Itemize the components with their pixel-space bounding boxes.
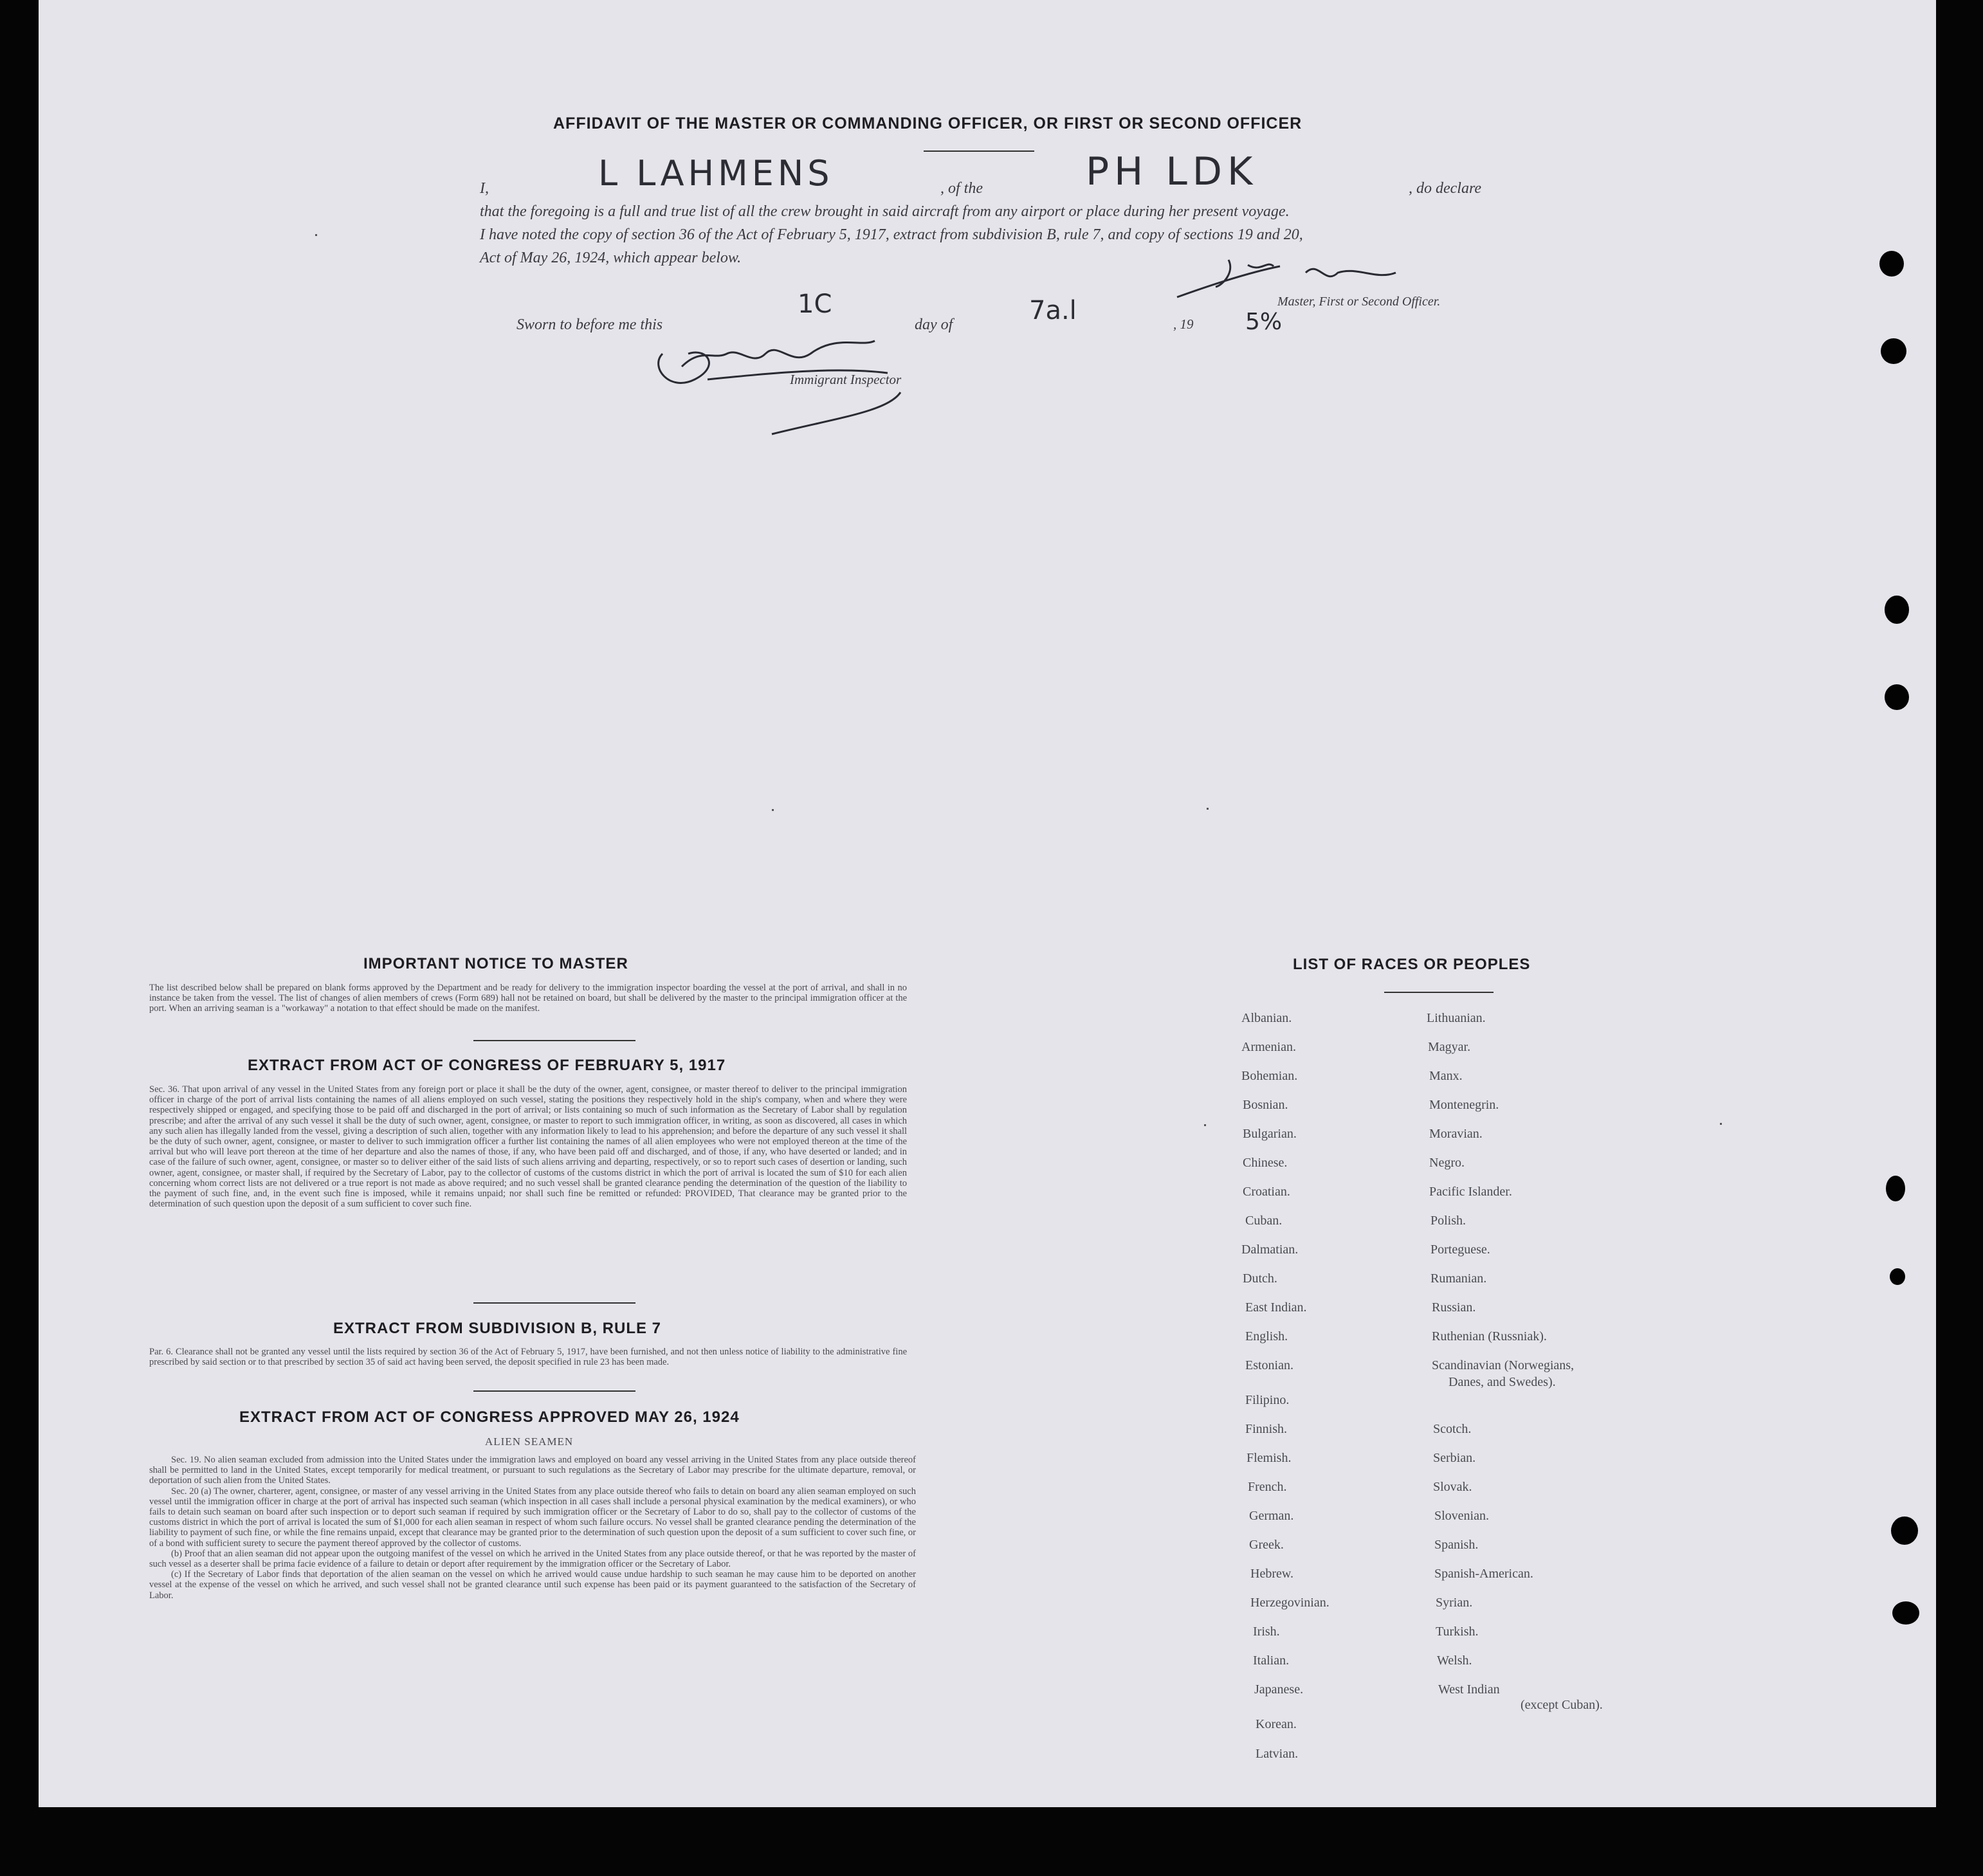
race-item: Rumanian. [1430,1271,1487,1286]
sworn-label: Sworn to before me this [516,316,663,333]
day-of-label: day of [915,316,953,333]
punch-hole [1890,1268,1905,1285]
inspector-label: Immigrant Inspector [790,372,902,387]
race-item: Bosnian. [1243,1098,1288,1112]
year-prefix: , 19 [1173,316,1194,332]
race-item: Lithuanian. [1427,1011,1486,1025]
of-the-label: , of the [940,180,983,197]
affidavit-line-3: I have noted the copy of section 36 of the Act of February 5, 1917, extract from subdivision B, rule 7, and copy of sections 19 and 20, [480,226,1303,243]
race-item: Scandinavian (Norwegians, [1432,1358,1575,1372]
punch-hole [1891,1516,1918,1545]
race-item: Dutch. [1243,1271,1277,1286]
race-item: Danes, and Swedes). [1448,1375,1556,1389]
race-item: Croatian. [1243,1185,1290,1199]
race-item: Herzegovinian. [1250,1596,1330,1610]
race-item: Estonian. [1245,1358,1293,1372]
race-item: Moravian. [1429,1127,1483,1141]
punch-hole [1879,251,1904,277]
race-item: Finnish. [1245,1422,1288,1436]
race-item: Hebrew. [1250,1567,1294,1581]
extract-1924-title: EXTRACT FROM ACT OF CONGRESS APPROVED MAY 26, 1924 [239,1408,740,1426]
title-rule [924,150,1034,152]
race-item: Russian. [1432,1300,1476,1315]
race-item: Greek. [1249,1538,1284,1552]
punch-hole [1885,596,1909,624]
race-item: Slovenian. [1434,1509,1489,1523]
race-item: Manx. [1429,1069,1463,1083]
extract-1924-body [149,1455,916,1601]
race-item: (except Cuban). [1521,1698,1603,1712]
sec-20c-text: (c) If the Secretary of Labor finds that deportation of the alien seaman on the vessel on which he arrived would cause undue hardship to such seaman he may cause him to be deported on another vessel at the expense of the vessel on which he arrived, and such vessel shall not be granted clearance until such expense has been paid or its payment guaranteed to the satisfaction of the Secretary of Labor. [149,1569,916,1601]
sec-20b-text: (b) Proof that an alien seaman did not appear upon the outgoing manifest of the vessel on which he arrived in the United States from any place outside thereof, or that he was reported by the master of such vessel as a deserter shall be prima facie evidence of a failure to detain or deport after requirement by the immigration officer or the Secretary of Labor. [149,1548,916,1570]
race-item: West Indian [1438,1682,1500,1697]
race-item: Albanian. [1241,1011,1292,1025]
race-item: Italian. [1253,1653,1290,1668]
punch-hole [1885,684,1909,710]
affidavit-line-4: Act of May 26, 1924, which appear below. [480,250,742,266]
handwritten-month: 7a.l [1029,296,1077,325]
i-label: I, [480,180,489,197]
document-page [39,0,1936,1807]
affidavit-title: AFFIDAVIT OF THE MASTER OR COMMANDING OFFICER, OR FIRST OR SECOND OFFICER [553,114,1302,132]
race-item: English. [1245,1329,1288,1343]
race-item: Spanish. [1434,1538,1479,1552]
sec-19-text: Sec. 19. No alien seaman excluded from admission into the United States under the immigration laws and employed on board any vessel arriving in the United States from any place outside thereof shall be permitted to land in the United States, except temporarily for medical treatment, or pursuant to such regulations as the Secretary of Labor may prescribe for the ultimate departure, removal, or deportation of such alien from the United States. [149,1455,916,1486]
alien-seamen-subtitle: ALIEN SEAMEN [485,1435,574,1448]
race-item: Slovak. [1433,1480,1472,1494]
notice-body: The list described below shall be prepared on blank forms approved by the Department and be ready for delivery to the immigration inspector boarding the vessel at the port of arrival, and shall in no instance be taken from the vessel. The list of changes of alien members of crews (Form 689) hall not be retained on board, but shall be delivered by the master to the principal immigration officer at the port. When an arriving seaman is a "workaway" a notation to that effect should be made on the manifest. [149,983,907,1014]
do-declare-label: , do declare [1409,180,1482,197]
race-item: German. [1249,1509,1294,1523]
race-item: Turkish. [1436,1625,1479,1639]
race-item: Armenian. [1241,1040,1296,1054]
race-item: Bohemian. [1241,1069,1298,1083]
race-item: Korean. [1256,1717,1297,1731]
race-item: Flemish. [1247,1451,1292,1465]
extract-1917-rule [473,1302,635,1304]
race-item: Chinese. [1243,1156,1288,1170]
race-item: Irish. [1253,1625,1280,1639]
race-item: Negro. [1429,1156,1465,1170]
race-item: Dalmatian. [1241,1243,1299,1257]
race-item: Magyar. [1428,1040,1471,1054]
handwritten-name: L LAHMENS [598,153,834,194]
race-item: Porteguese. [1430,1243,1490,1257]
race-item: East Indian. [1245,1300,1307,1315]
subdivision-b-rule [473,1390,635,1392]
races-rule [1384,992,1494,993]
race-item: Ruthenian (Russniak). [1432,1329,1547,1343]
race-item: Welsh. [1437,1653,1472,1668]
race-item: French. [1248,1480,1287,1494]
subdivision-b-body: Par. 6. Clearance shall not be granted any vessel until the lists required by section 36 of the Act of February 5, 1917, have been furnished, and not then unless notice of liability to the administrative fine prescribed by said section or to that prescribed by section 35 of said act having been served, the deposit specified in rule 23 has been made. [149,1347,907,1368]
handwritten-aircraft: PH LDK [1086,149,1258,194]
race-item: Spanish-American. [1434,1567,1533,1581]
punch-hole [1892,1601,1919,1625]
race-item: Scotch. [1433,1422,1472,1436]
notice-title: IMPORTANT NOTICE TO MASTER [363,955,628,972]
sec-20a-text: Sec. 20 (a) The owner, charterer, agent, consignee, or master of any vessel arriving in the United States from any place outside thereof who fails to detain on board any alien seaman employed on such vessel until the immigration officer in charge at the port of arrival has inspected such seaman (which inspection in all cases shall include a personal physical examination by the medical examiners), or who fails to detain such seaman on board after such inspection or to deport such seaman if required by such immigration officer or the Secretary of Labor to do so, shall pay to the collector of customs of the customs district in which the port of arrival is located the sum of $1,000 for each alien seaman in respect of whom such failure occurs. No vessel shall be granted clearance pending the determination of the liability to payment of such fine, or while the fine remains unpaid, except that clearance may be granted prior to the determination of such question upon the deposit of a sum sufficient to cover such fine, or of a bond with sufficient surety to secure the payment thereof approved by the collector of customs. [149,1486,916,1549]
master-label: Master, First or Second Officer. [1277,295,1441,309]
race-item: Polish. [1430,1214,1467,1228]
race-item: Syrian. [1436,1596,1473,1610]
handwritten-day: 1C [798,289,832,319]
extract-1917-body: Sec. 36. That upon arrival of any vessel in the United States from any foreign port or place it shall be the duty of the owner, agent, consignee, or master thereof to deliver to the principal immigration officer in charge of the port of arrival lists containing the names of all aliens employed on such vessel, stating the positions they respectively hold in the ship's company, when and where they were respectively shipped or engaged, and specifying those to be paid off and discharged in the port of arrival; or lists containing so much of such information as the Secretary of Labor shall by regulation prescribe; and after the arrival of any such vessel it shall be the duty of such owner, agent, consignee, or master to report to such immigration officer, in writing, as soon as discovered, all cases in which any such alien has illegally landed from the vessel, giving a description of such alien, together with any information likely to lead to his apprehension; and before the departure of any such vessel it shall be the duty of such owner, agent, consignee, or master to deliver to such immigration officer a further list containing the names of all alien employees who were not employed thereon at the time of the arrival but who will leave port thereon at the time of her departure and also the names of those, if any, who have been paid off and discharged, and of those, if any, who have deserted or landed; and in case of the failure of such owner, agent, consignee, or master so to deliver either of the said lists of such aliens arriving and departing, respectively, or so to report such cases of desertion or landing, such owner, agent, consignee, or master shall, if required by the Secretary of Labor, pay to the collector of customs of the customs district in which the port of arrival is located the sum of $10 for each alien concerning whom correct lists are not delivered or a true report is not made as above required; and no such vessel shall be granted clearance pending the determination of the question of the liability to the payment of such fine, and, in the event such fine is imposed, while it remains unpaid; nor shall such fine be remitted or refunded: PROVIDED, That clearance may be granted prior to the determination of such question upon the deposit of a sum sufficient to cover such fine. [149,1084,907,1210]
race-item: Serbian. [1433,1451,1476,1465]
race-item: Latvian. [1256,1747,1299,1761]
affidavit-line-2: that the foregoing is a full and true list of all the crew brought in said aircraft from any airport or place during her present voyage. [480,203,1290,220]
handwritten-year: 5% [1245,309,1283,335]
race-item: Cuban. [1245,1214,1283,1228]
race-item: Montenegrin. [1429,1098,1499,1112]
subdivision-b-title: EXTRACT FROM SUBDIVISION B, RULE 7 [333,1320,662,1337]
punch-hole [1886,1176,1905,1201]
race-item: Japanese. [1254,1682,1304,1697]
extract-1917-title: EXTRACT FROM ACT OF CONGRESS OF FEBRUARY 5, 1917 [248,1057,726,1074]
race-item: Bulgarian. [1243,1127,1297,1141]
race-item: Filipino. [1245,1393,1290,1407]
notice-rule [473,1040,635,1041]
race-item: Pacific Islander. [1429,1185,1512,1199]
races-title: LIST OF RACES OR PEOPLES [1293,956,1531,973]
punch-hole [1881,338,1906,364]
